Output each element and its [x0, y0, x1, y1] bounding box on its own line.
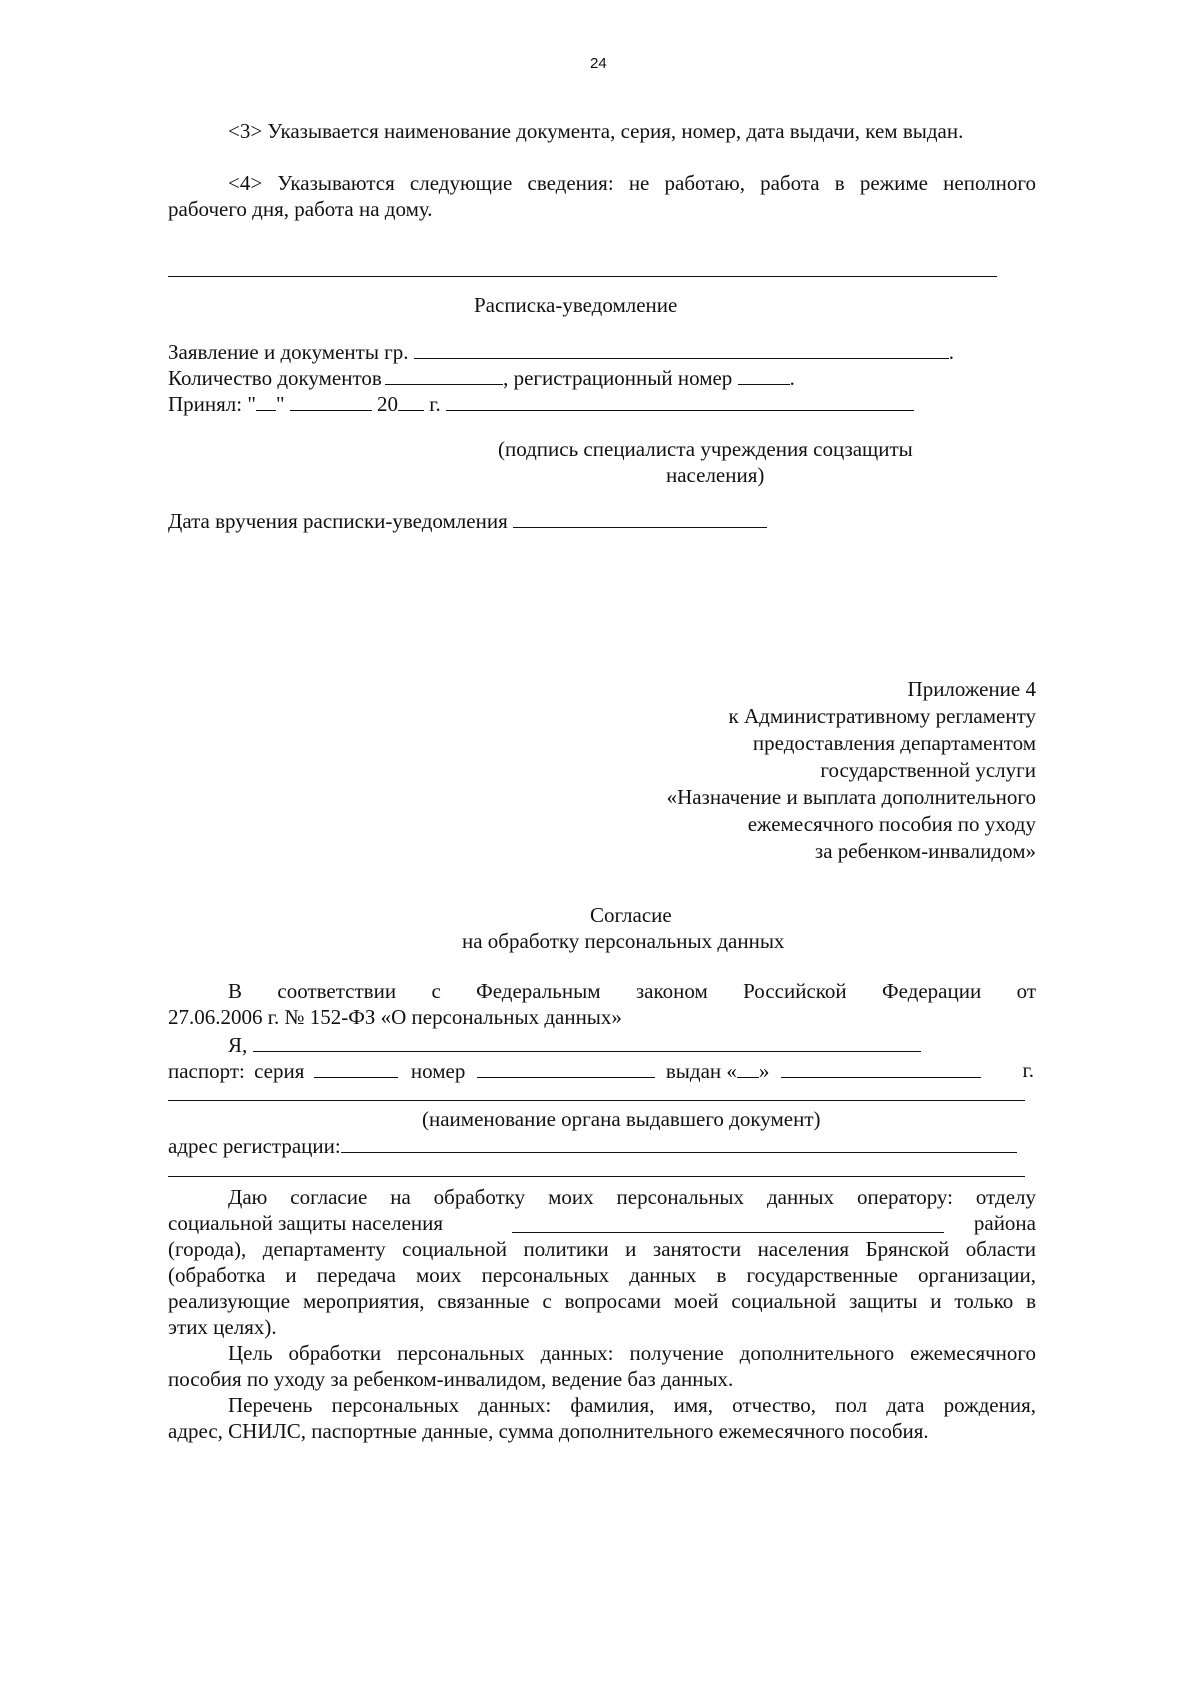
accepted-day-field[interactable]: [256, 390, 276, 411]
social-protection-label: социальной защиты населения: [168, 1211, 444, 1235]
appendix-header: [560, 676, 1036, 865]
applicant-name-field[interactable]: [414, 338, 949, 359]
accepted-year-field[interactable]: [398, 390, 424, 411]
reg-number-field[interactable]: [738, 364, 790, 385]
specialist-signature-field[interactable]: [446, 390, 914, 411]
page-number: 24: [590, 55, 607, 72]
consent-para-1-line-2: [168, 1210, 1036, 1237]
year-prefix: 20: [377, 392, 399, 416]
issuer-field[interactable]: [168, 1100, 1025, 1101]
consent-para-1-line-6: этих целях).: [168, 1315, 277, 1339]
consent-para-1-line-1: Даю согласие на обработку моих персональных данных оператору: отделу: [228, 1185, 1036, 1209]
law-line-1: В соответствии с Федеральным законом Российской Федерации от: [228, 979, 1036, 1003]
appendix-line: государственной услуги: [820, 758, 1036, 782]
footnote-4-line-1: <4> Указываются следующие сведения: не работаю, работа в режиме неполного: [228, 171, 1036, 195]
full-name-field[interactable]: [253, 1031, 921, 1052]
quote: ": [275, 392, 285, 416]
law-line-2: 27.06.2006 г. № 152-ФЗ «О персональных данных»: [168, 1005, 622, 1029]
consent-para-1-line-3: (города), департаменту социальной политики и занятости населения Брянской области: [168, 1237, 1036, 1261]
signature-caption-line-2: населения): [666, 463, 765, 487]
delivery-date-row: [168, 507, 767, 535]
year-suffix: г.: [1022, 1058, 1034, 1082]
period: .: [789, 366, 795, 390]
consent-para-3-line-2: адрес, СНИЛС, паспортные данные, сумма дополнительного ежемесячного пособия.: [168, 1419, 929, 1443]
consent-para-1-line-4: (обработка и передача моих персональных данных в государственные организации,: [168, 1263, 1036, 1287]
appendix-line: предоставления департаментом: [752, 731, 1036, 755]
consent-para-3-line-1: Перечень персональных данных: фамилия, имя, отчество, пол дата рождения,: [228, 1393, 1036, 1417]
quote: »: [758, 1059, 770, 1083]
passport-row: [168, 1057, 1034, 1085]
passport-number-field[interactable]: [477, 1057, 655, 1078]
ya-label: Я,: [228, 1033, 248, 1057]
department-field[interactable]: [512, 1212, 944, 1233]
appendix-line: Приложение 4: [907, 677, 1036, 701]
period: .: [948, 340, 955, 364]
district-label: района: [973, 1211, 1036, 1235]
delivery-date-field[interactable]: [513, 507, 767, 528]
appendix-line: за ребенком-инвалидом»: [814, 839, 1036, 863]
appendix-line: ежемесячного пособия по уходу: [747, 812, 1036, 836]
doc-count-field[interactable]: [385, 364, 503, 385]
consent-subtitle: на обработку персональных данных: [462, 929, 785, 953]
appendix-line: к Административному регламенту: [728, 704, 1036, 728]
consent-para-1-line-5: реализующие мероприятия, связанные с вопросами моей социальной защиты и только в: [168, 1289, 1036, 1313]
delivery-date-label: Дата вручения расписки-уведомления: [168, 509, 508, 533]
accepted-label: Принял: ": [168, 392, 256, 416]
issued-date-field[interactable]: [781, 1057, 981, 1078]
address-field[interactable]: [341, 1132, 1017, 1153]
receipt-row-accepted: [168, 390, 914, 418]
receipt-row-applicant: [168, 338, 954, 366]
year-suffix: г.: [429, 392, 441, 416]
address-row: [168, 1132, 1017, 1160]
footnote-3: <3> Указывается наименование документа, серия, номер, дата выдачи, кем выдан.: [228, 119, 964, 143]
issued-day-field[interactable]: [737, 1057, 759, 1078]
applicant-label: Заявление и документы гр.: [168, 340, 409, 364]
issuer-caption: (наименование органа выдавшего документ): [422, 1107, 821, 1131]
consent-ya-row: [228, 1031, 921, 1059]
consent-para-2-line-2: пособия по уходу за ребенком-инвалидом, ведение баз данных.: [168, 1367, 734, 1391]
number-label: номер: [410, 1059, 466, 1083]
receipt-title: Расписка-уведомление: [474, 293, 678, 317]
issued-label: выдан «: [665, 1059, 737, 1083]
footnote-4-line-2: рабочего дня, работа на дому.: [168, 197, 433, 221]
appendix-line: «Назначение и выплата дополнительного: [666, 785, 1036, 809]
passport-label: паспорт:: [168, 1059, 245, 1083]
receipt-row-count: [168, 364, 795, 392]
series-label: серия: [254, 1059, 305, 1083]
consent-para-2-line-1: Цель обработки персональных данных: получение дополнительного ежемесячного: [228, 1341, 1036, 1365]
address-label: адрес регистрации:: [168, 1134, 341, 1158]
reg-number-label: , регистрационный номер: [503, 366, 733, 390]
address-field-line-2[interactable]: [168, 1176, 1025, 1177]
separator-line: [168, 276, 997, 277]
accepted-month-field[interactable]: [290, 390, 372, 411]
signature-caption-line-1: (подпись специалиста учреждения соцзащиты: [498, 437, 913, 461]
doc-count-label: Количество документов: [168, 366, 382, 390]
consent-title: Согласие: [590, 903, 672, 927]
passport-series-field[interactable]: [314, 1057, 398, 1078]
